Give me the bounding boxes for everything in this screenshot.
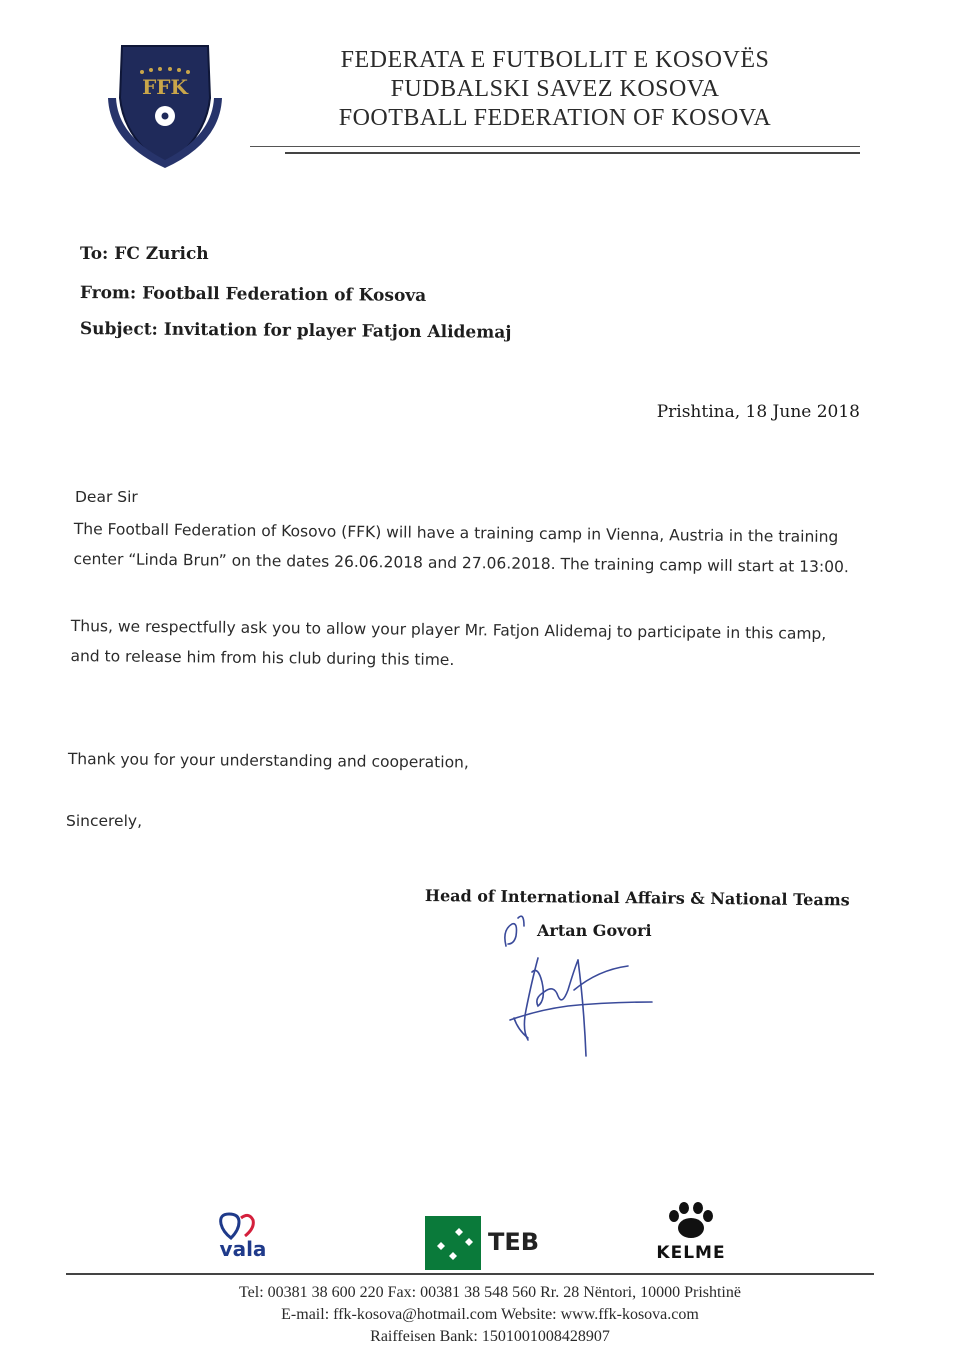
footer-rule <box>66 1273 874 1275</box>
paragraph-1-line-1: The Football Federation of Kosovo (FFK) will have a training camp in Vienna, Austria in the training <box>73 519 839 547</box>
kelme-sponsor-logo-icon <box>636 1200 746 1264</box>
signatory-title: Head of International Affairs & National Teams <box>424 886 850 910</box>
subject-label: Subject: <box>79 319 158 340</box>
logo-text: FFK <box>142 75 188 99</box>
org-name-albanian: FEDERATA E FUTBOLLIT E KOSOVËS <box>340 47 770 73</box>
paragraph-1-line-2: center “Linda Brun” on the dates 26.06.2018 and 27.06.2018. The training camp will start at 13:00. <box>73 549 849 577</box>
org-name-english: FOOTBALL FEDERATION OF KOSOVA <box>338 105 772 131</box>
thanks-line: Thank you for your understanding and cooperation, <box>67 749 469 772</box>
from-value: Football Federation of Kosova <box>142 283 427 307</box>
vala-sponsor-logo-icon <box>215 1208 275 1268</box>
letterhead-rule-thick <box>285 152 860 154</box>
subject-value: Invitation for player Fatjon Alidemaj <box>163 319 512 343</box>
from-field <box>80 283 427 306</box>
subject-field <box>80 319 512 343</box>
footer-bank: Raiffeisen Bank: 1501001008428907 <box>370 1328 610 1345</box>
paragraph-2-line-1: Thus, we respectfully ask you to allow your player Mr. Fatjon Alidemaj to participate in this camp, <box>70 616 827 643</box>
to-value: FC Zurich <box>114 244 209 264</box>
letter-date: Prishtina, 18 June 2018 <box>656 402 860 422</box>
footer-phone-address: Tel: 00381 38 600 220 Fax: 00381 38 548 560 Rr. 28 Nëntori, 10000 Prishtinë <box>239 1284 741 1301</box>
to-label: To: <box>80 244 109 264</box>
kelme-text: KELME <box>656 1243 726 1263</box>
to-field <box>80 244 209 264</box>
from-label: From: <box>79 283 137 304</box>
paragraph-1 <box>73 514 874 582</box>
paragraph-2 <box>70 611 871 679</box>
teb-sponsor-logo-icon <box>425 1216 481 1270</box>
vala-text: vala <box>219 1237 267 1261</box>
signatory-name: Artan Govori <box>537 921 652 940</box>
ffk-logo-icon <box>102 38 228 170</box>
paragraph-2-line-2: and to release him from his club during this time. <box>70 646 455 670</box>
letterhead-org-names <box>320 46 790 133</box>
closing: Sincerely, <box>66 812 143 830</box>
salutation: Dear Sir <box>75 488 138 506</box>
org-name-serbian: FUDBALSKI SAVEZ KOSOVA <box>390 76 720 102</box>
letterhead-rule-thin <box>250 146 860 147</box>
footer-contact <box>100 1282 880 1348</box>
teb-sponsor-name: TEB <box>488 1228 540 1256</box>
footer-email-website: E-mail: ffk-kosova@hotmail.com Website: www.ffk-kosova.com <box>281 1306 699 1323</box>
handwritten-signature-icon <box>498 910 668 1070</box>
